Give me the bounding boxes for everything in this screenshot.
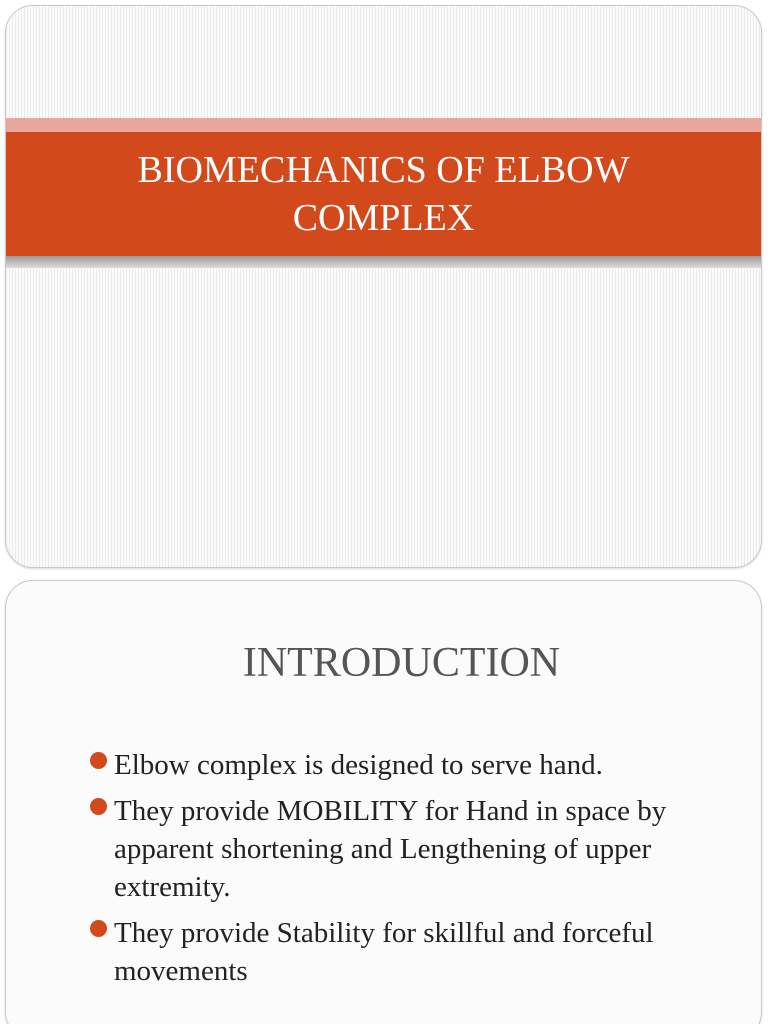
bullet-icon [90, 798, 107, 815]
list-item [86, 914, 726, 990]
title-band-accent-top [6, 118, 761, 132]
section-heading: INTRODUCTION [242, 640, 561, 686]
bullet-text: They provide Stability for skillful and forceful movements [114, 917, 654, 987]
bullet-icon [90, 752, 107, 769]
slide-introduction [5, 580, 762, 1024]
title-band [6, 132, 761, 256]
bullet-list [86, 746, 726, 998]
slide-title: BIOMECHANICS OF ELBOW COMPLEX [137, 149, 630, 239]
list-item [86, 792, 726, 906]
slide-title-page [5, 5, 762, 568]
list-item [86, 746, 726, 784]
bullet-text: They provide MOBILITY for Hand in space by apparent shortening and Lengthening of upper extremity. [114, 795, 667, 903]
bullet-text: Elbow complex is designed to serve hand. [114, 749, 603, 781]
bullet-icon [90, 920, 107, 937]
title-band-shadow [6, 256, 761, 268]
